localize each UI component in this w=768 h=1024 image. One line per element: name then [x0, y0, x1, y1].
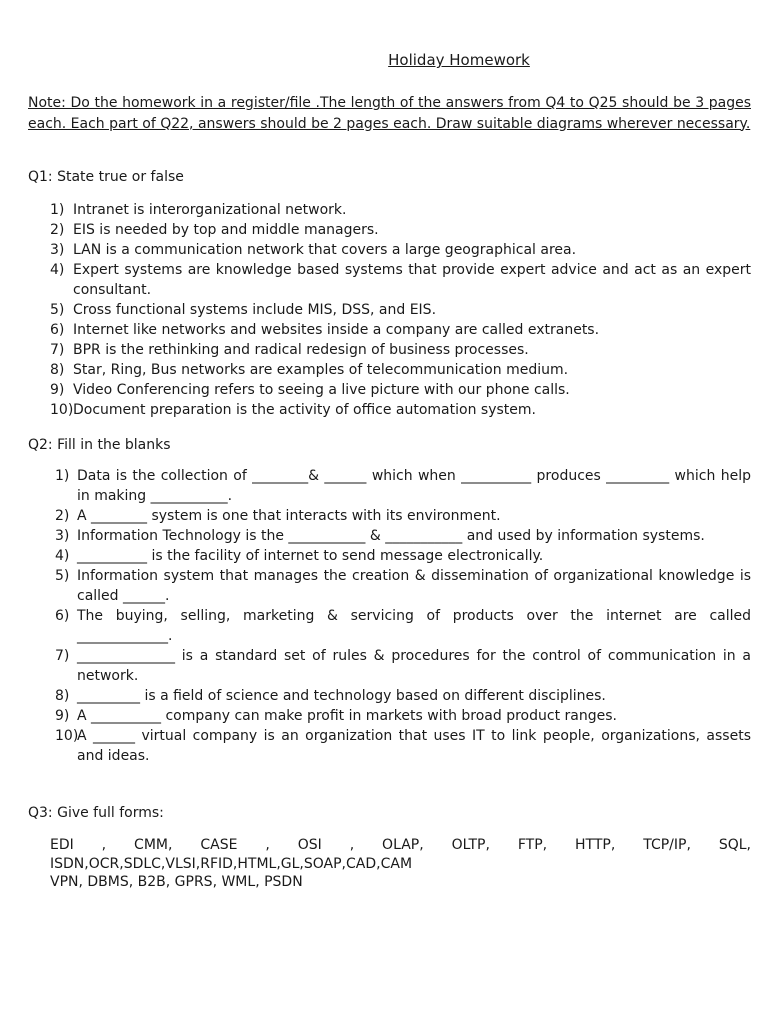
item-number: 5) [50, 302, 65, 318]
list-item [50, 200, 751, 220]
item-number: 10) [55, 728, 79, 744]
q2-list [55, 466, 751, 766]
q1-heading: Q1: State true or false [28, 169, 184, 185]
item-text: ______________ is a standard set of rules & procedures for the control of communication in a network. [77, 648, 751, 684]
item-text: Expert systems are knowledge based systems that provide expert advice and act as an expert consultant. [73, 262, 751, 298]
full-forms-line-1: EDI , CMM, CASE , OSI , OLAP, OLTP, FTP, HTTP, TCP/IP, SQL, [50, 837, 751, 853]
item-number: 7) [50, 342, 65, 358]
item-text: Video Conferencing refers to seeing a live picture with our phone calls. [73, 382, 570, 398]
item-number: 4) [55, 548, 70, 564]
list-item [55, 686, 751, 706]
list-item [55, 706, 751, 726]
list-item [55, 506, 751, 526]
item-number: 1) [50, 202, 65, 218]
item-number: 8) [55, 688, 70, 704]
item-text: Intranet is interorganizational network. [73, 202, 347, 218]
list-item [55, 726, 751, 766]
item-number: 9) [55, 708, 70, 724]
list-item [55, 646, 751, 686]
item-number: 4) [50, 262, 65, 278]
item-number: 6) [55, 608, 70, 624]
list-item [50, 340, 751, 360]
item-number: 7) [55, 648, 70, 664]
item-number: 3) [50, 242, 65, 258]
item-number: 6) [50, 322, 65, 338]
item-number: 2) [55, 508, 70, 524]
item-number: 10) [50, 402, 74, 418]
item-text: The buying, selling, marketing & servicing of products over the internet are called _____________. [77, 608, 751, 644]
list-item [55, 566, 751, 606]
item-text: A __________ company can make profit in markets with broad product ranges. [77, 708, 617, 724]
list-item [50, 400, 751, 420]
list-item [50, 300, 751, 320]
q2-heading: Q2: Fill in the blanks [28, 437, 171, 453]
list-item [50, 240, 751, 260]
item-text: A ______ virtual company is an organization that uses IT to link people, organizations, assets and ideas. [77, 728, 751, 764]
item-text: Information Technology is the ___________ & ___________ and used by information systems. [77, 528, 705, 544]
page-title: Holiday Homework [388, 51, 530, 69]
homework-note: Note: Do the homework in a register/file .The length of the answers from Q4 to Q25 should be 3 pages each. Each part of Q22, answers should be 2 pages each. Draw suitable diagrams wherever necessary. [28, 95, 751, 132]
list-item [55, 606, 751, 646]
list-item [50, 220, 751, 240]
list-item [50, 380, 751, 400]
item-number: 9) [50, 382, 65, 398]
item-text: Information system that manages the creation & dissemination of organizational knowledge is called ______. [77, 568, 751, 604]
full-forms-line-2: ISDN,OCR,SDLC,VLSI,RFID,HTML,GL,SOAP,CAD,CAM [50, 855, 413, 872]
item-number: 1) [55, 468, 70, 484]
q3-heading: Q3: Give full forms: [28, 805, 164, 821]
item-number: 3) [55, 528, 70, 544]
item-text: Document preparation is the activity of office automation system. [73, 402, 536, 418]
item-text: LAN is a communication network that covers a large geographical area. [73, 242, 577, 258]
item-text: A ________ system is one that interacts with its environment. [77, 508, 501, 524]
list-item [55, 526, 751, 546]
item-text: Internet like networks and websites inside a company are called extranets. [73, 322, 600, 338]
item-number: 2) [50, 222, 65, 238]
full-forms-list [50, 836, 751, 892]
item-number: 5) [55, 568, 70, 584]
list-item [50, 320, 751, 340]
list-item [55, 546, 751, 566]
full-forms-line-3: VPN, DBMS, B2B, GPRS, WML, PSDN [50, 874, 303, 890]
item-text: EIS is needed by top and middle managers. [73, 222, 379, 238]
list-item [55, 466, 751, 506]
list-item [50, 360, 751, 380]
item-text: Star, Ring, Bus networks are examples of telecommunication medium. [73, 362, 569, 378]
item-text: Data is the collection of ________& ______ which when __________ produces _________ which help in making ___________. [77, 468, 751, 504]
item-text: BPR is the rethinking and radical redesign of business processes. [73, 342, 529, 358]
list-item [50, 260, 751, 300]
q1-list [50, 200, 751, 420]
item-number: 8) [50, 362, 65, 378]
item-text: Cross functional systems include MIS, DSS, and EIS. [73, 302, 437, 318]
item-text: __________ is the facility of internet to send message electronically. [77, 548, 544, 564]
item-text: _________ is a field of science and technology based on different disciplines. [77, 688, 606, 704]
